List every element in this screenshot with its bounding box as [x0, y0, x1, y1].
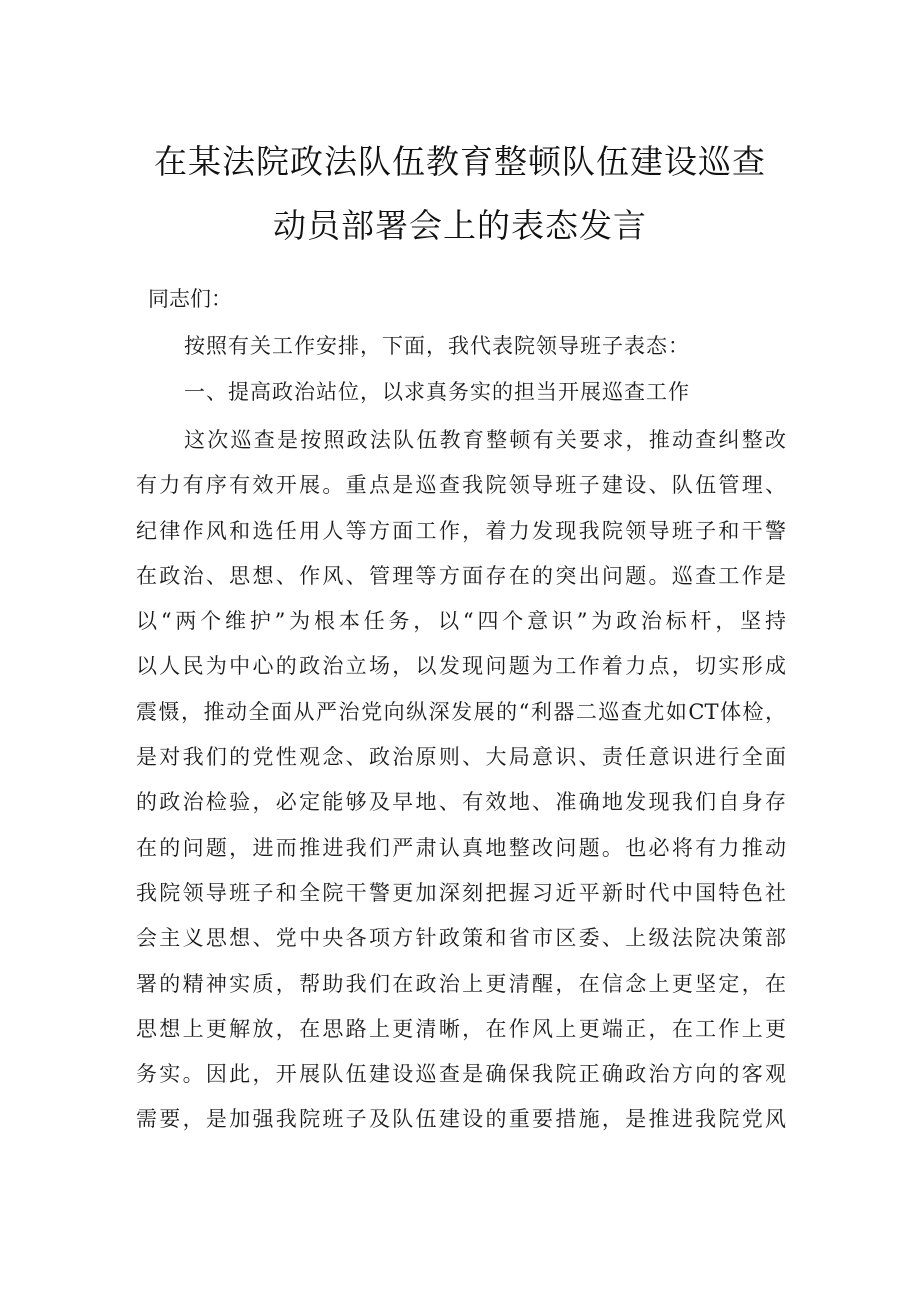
document-title-line-2: 动员部署会上的表态发言 — [273, 206, 647, 245]
paragraph-line: 我院领导班子和全院干警更加深刻把握习近平新时代中国特色社 — [136, 880, 786, 905]
paragraph-line: 思想上更解放，在思路上更清晰，在作风上更端正，在工作上更 — [136, 1016, 786, 1041]
paragraph-line: 是对我们的党性观念、政治原则、大局意识、责任意识进行全面 — [136, 745, 786, 770]
paragraph-line: 纪律作风和选任用人等方面工作，着力发现我院领导班子和干警 — [136, 518, 786, 543]
intro-paragraph: 按照有关工作安排，下面，我代表院领导班子表态： — [184, 334, 690, 358]
paragraph-line: 以人民为中心的政治立场，以发现问题为工作着力点，切实形成 — [136, 654, 786, 679]
paragraph-line: 务实。因此，开展队伍建设巡查是确保我院正确政治方向的客观 — [136, 1062, 786, 1087]
paragraph-line: 署的精神实质，帮助我们在政治上更清醒，在信念上更坚定，在 — [136, 971, 786, 996]
paragraph-line: 在政治、思想、作风、管理等方面存在的突出问题。巡查工作是 — [136, 563, 786, 588]
body-paragraph — [136, 418, 786, 1143]
paragraph-line: 需要，是加强我院班子及队伍建设的重要措施，是推进我院党风 — [136, 1107, 786, 1132]
paragraph-line: 会主义思想、党中央各项方针政策和省市区委、上级法院决策部 — [136, 926, 786, 951]
paragraph-line: 以“两个维护”为根本任务，以“四个意识”为政治标杆，坚持 — [136, 609, 786, 634]
paragraph-line: 的政治检验，必定能够及早地、有效地、准确地发现我们自身存 — [136, 790, 786, 815]
paragraph-line: 这次巡查是按照政法队伍教育整顿有关要求，推动查纠整改 — [184, 428, 786, 452]
document-title-line-1: 在某法院政法队伍教育整顿队伍建设巡查 — [154, 142, 766, 181]
salutation: 同志们： — [148, 287, 232, 311]
paragraph-line: 震慑，推动全面从严治党向纵深发展的“利器二巡查尤如CT体检， — [136, 699, 786, 724]
paragraph-line: 在的问题，进而推进我们严肃认真地整改问题。也必将有力推动 — [136, 835, 786, 860]
section-heading-1: 一、提高政治站位，以求真务实的担当开展巡查工作 — [184, 380, 690, 404]
paragraph-line: 有力有序有效开展。重点是巡查我院领导班子建设、队伍管理、 — [136, 473, 786, 498]
